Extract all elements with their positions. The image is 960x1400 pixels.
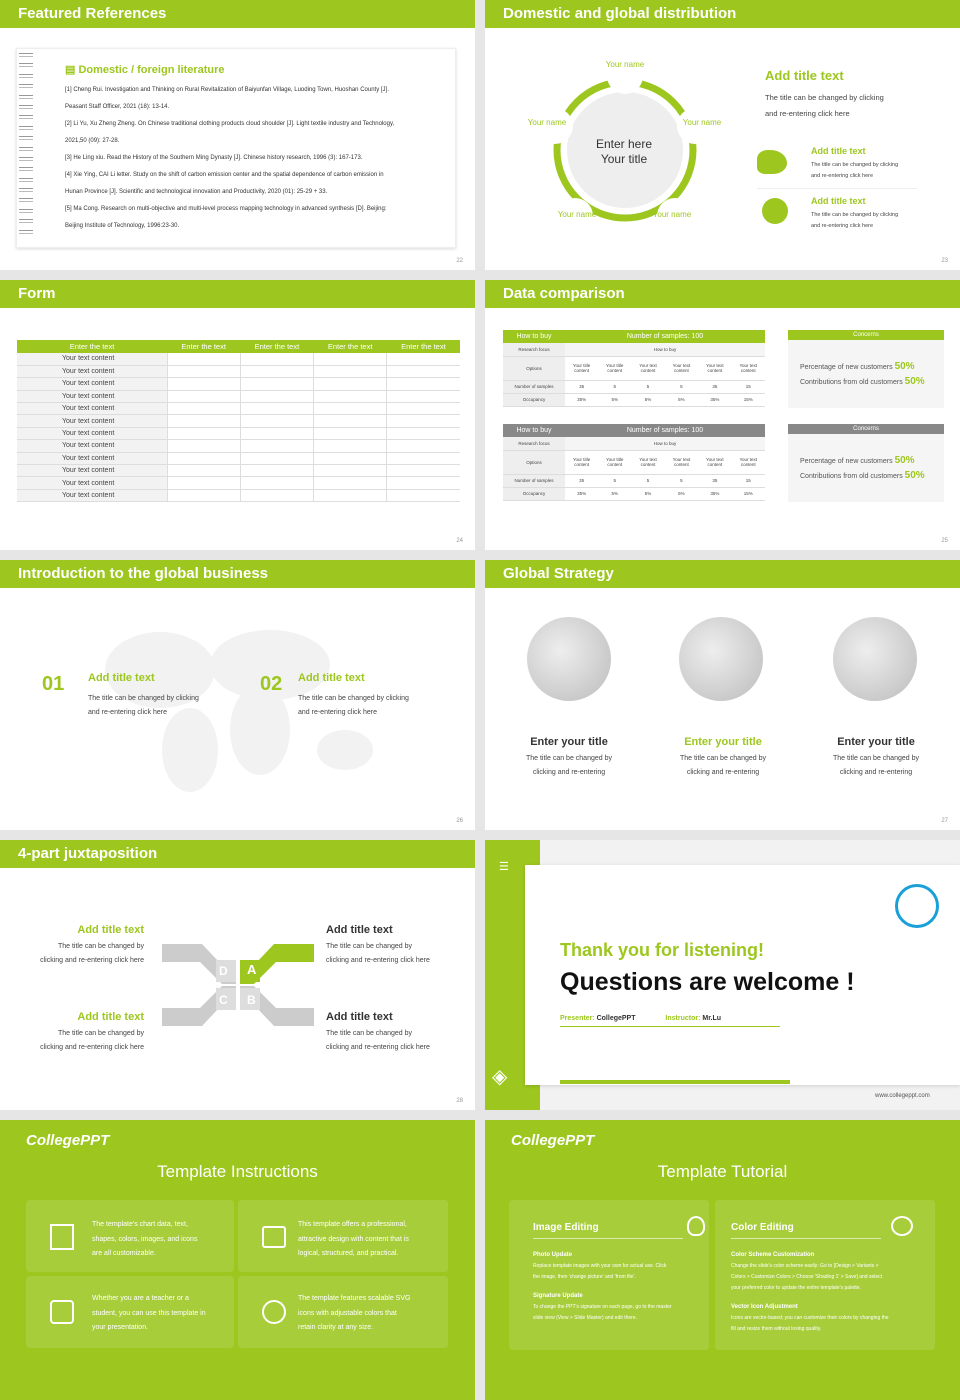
slide-thank-you	[485, 840, 960, 1110]
ref-line: Beijing Institute of Technology, 1996:23-30.	[65, 223, 180, 229]
node-label: Your name	[527, 118, 567, 127]
slide-template-tutorial	[485, 1120, 960, 1400]
ref-line: Hunan Province [J]. Scientific and technological innovation and Productivity, 2020 (01): 25-29 + 33.	[65, 189, 328, 195]
table-row: Your text content	[17, 427, 460, 439]
collegeppt-logo: CollegePPT	[511, 1132, 595, 1149]
item-number: 02	[260, 673, 283, 695]
instruction-card: The template's chart data, text, shapes, colors, images, and icons are all customizable.	[26, 1200, 234, 1272]
logo-seal	[895, 884, 939, 928]
table-row: Your text content	[17, 489, 460, 501]
ref-line: [2] Li Yu, Xu Zheng Zheng. On Chinese traditional clothing products cloud shoulder [J]. Light textile industry and Technology,	[65, 121, 395, 127]
page-number: 23	[941, 258, 948, 264]
table-row: Your text content	[17, 365, 460, 377]
ref-line: [4] Xie Ying, CAI Li letter. Study on the shift of carbon emission center and the spatial dependence of carbon emission in	[65, 172, 384, 178]
slide-header: 4-part juxtaposition	[0, 840, 475, 868]
item-desc: The title can be changed by clicking and re-entering click here	[298, 695, 409, 716]
node-label: Your name	[652, 210, 692, 219]
slide-featured-references	[0, 0, 475, 270]
page-number: 26	[456, 818, 463, 824]
table-bar: How to buy Number of samples: 100	[503, 424, 765, 437]
ref-line: [1] Cheng Rui. Investigation and Thinking on Rural Revitalization of Baiyunfan Village, Luoding Town, Huoshan County [J].	[65, 87, 389, 93]
form-table	[17, 340, 460, 502]
tutorial-card: Image Editing Photo Update Replace template images with your own for actual use. Click the image, then 'change picture' and 'from file'. Signature Update To change the PPT's signature on each page, go to the master slide view (View > Slide Master) and edit there.	[509, 1200, 709, 1350]
book-icon	[50, 1224, 74, 1250]
item-title: Add title text	[298, 672, 365, 684]
instruction-card: Whether you are a teacher or a student, you can use this template in your presentation.	[26, 1276, 234, 1348]
literature-title: ▤ Domestic / foreign literature	[65, 64, 225, 76]
slide-distribution	[485, 0, 960, 270]
page-number: 27	[941, 818, 948, 824]
table-row: Your text content	[17, 465, 460, 477]
letter-b: B	[247, 993, 256, 1007]
window-icon	[262, 1226, 286, 1248]
thanks-text: Thank you for listening!	[560, 940, 765, 960]
globe-icon	[527, 617, 611, 701]
ref-line: [3] He Ling xiu. Read the History of the Southern Ming Dynasty [J]. Chinese history research, 1996 (3): 167-173.	[65, 155, 363, 161]
palette-icon	[891, 1216, 913, 1236]
globe-icon	[833, 617, 917, 701]
layers-icon: ◈	[492, 1066, 508, 1088]
col-header: Enter the text	[167, 340, 240, 353]
item-block: Enter your title The title can be changed by clicking and re-entering	[832, 736, 919, 776]
concerns-card: Concerns Percentage of new customers 50% Contributions from old customers 50%	[788, 330, 944, 408]
node-label: Your name	[605, 60, 645, 69]
item-title: Add title text	[811, 196, 866, 206]
slide-header: Data comparison	[485, 280, 960, 308]
item-block: Enter your title The title can be changed by clicking and re-entering	[679, 736, 766, 776]
node-label: Your name	[682, 118, 722, 127]
slide-header: Global Strategy	[485, 560, 960, 588]
item-number: 01	[42, 673, 65, 695]
ref-line: [5] Ma Cong. Research on multi-objective and multi-level process mapping technology in advanced synthesis [D]. Beijing:	[65, 206, 387, 212]
item-desc: The title can be changed by clicking and re-entering click here	[88, 695, 199, 716]
slide-header: Form	[0, 280, 475, 308]
menu-icon: ☰	[499, 861, 509, 873]
page-number: 22	[456, 258, 463, 264]
concerns-card: Concerns Percentage of new customers 50% Contributions from old customers 50%	[788, 424, 944, 502]
col-header: Enter the text	[387, 340, 460, 353]
item-block: Add title text The title can be changed by clicking and re-entering click here	[326, 924, 430, 964]
teacher-icon	[50, 1300, 74, 1324]
table-row: Your text content	[17, 477, 460, 489]
comparison-table: How to buy Number of samples: 100 Research focus How to buy Options Your title content Your title content Your text content Your text content Your text content Your text content Number of samples 35 5 5 5 35 15 Occupancy 35% 5% 5% 5% 35% 15%	[503, 424, 765, 501]
slide-header: Domestic and global distribution	[485, 0, 960, 28]
letter-d: D	[219, 964, 228, 978]
comparison-table: How to buy Number of samples: 100 Research focus How to buy Options Your title content Your title content Your text content Your text content Your text content Your text content Number of samples 35 5 5 5 35 15 Occupancy 35% 5% 5% 5% 35% 15%	[503, 330, 765, 407]
instruction-card: This template offers a professional, attractive design with content that is logical, structured, and practical.	[238, 1200, 448, 1272]
slide-template-instructions	[0, 1120, 475, 1400]
slide-form	[0, 280, 475, 550]
item-block: Add title text The title can be changed by clicking and re-entering click here	[326, 1011, 430, 1051]
ref-line: Peasant Staff Officer, 2021 (18): 13-14.	[65, 104, 170, 110]
letter-a: A	[247, 962, 257, 977]
slide-header: Introduction to the global business	[0, 560, 475, 588]
node-label: Your name	[557, 210, 597, 219]
slide-global-strategy	[485, 560, 960, 830]
item-title: Add title text	[811, 146, 866, 156]
table-row: Your text content	[17, 390, 460, 402]
item-block: Add title text The title can be changed by clicking and re-entering click here	[40, 1011, 144, 1051]
item-desc: The title can be changed by clicking and re-entering click here	[811, 212, 899, 229]
col-header: Enter the text	[314, 340, 387, 353]
slide-global-business	[0, 560, 475, 830]
side-desc: The title can be changed by clicking and re-entering click here	[765, 93, 884, 118]
letter-c: C	[219, 993, 228, 1007]
tutorial-card: Color Editing Color Scheme Customization Change the slide's color scheme easily: Go to [Design > Variants > Colors > Customize Colors > Choose 'Shading 1' > Save] and select your preferred color to update the entire template's palette. Vector Icon Adjustment Icons are vector-based; you can customize their colors by changing the fill and resize them without losing quality.	[715, 1200, 935, 1350]
item-block: Enter your title The title can be changed by clicking and re-entering	[525, 736, 612, 776]
slide-data-comparison	[485, 280, 960, 550]
center-title: Enter here Your title	[595, 137, 653, 166]
presenter-line: Presenter: CollegePPT Instructor: Mr.Lu	[560, 1015, 722, 1022]
instruction-card: The template features scalable SVG icons with adjustable colors that retain clarity at any size.	[238, 1276, 448, 1348]
ref-line: 2021,50 (09): 27-28.	[65, 138, 120, 144]
col-header: Enter the text	[17, 340, 167, 353]
slide-title: Template Tutorial	[657, 1162, 788, 1181]
item-title: Add title text	[88, 672, 155, 684]
book-icon: ▤	[65, 64, 79, 76]
slide-juxtaposition	[0, 840, 475, 1110]
table-row: Your text content	[17, 440, 460, 452]
slide-title: Template Instructions	[157, 1162, 318, 1181]
four-arrow-diagram	[160, 940, 316, 1030]
spiral-binding-icon	[17, 53, 37, 240]
slide-header: Featured References	[0, 0, 475, 28]
item-desc: The title can be changed by clicking and re-entering click here	[811, 162, 899, 179]
table-row: Your text content	[17, 415, 460, 427]
china-map-icon	[757, 150, 787, 174]
globe-icon	[762, 198, 788, 224]
lightbulb-icon	[687, 1216, 705, 1236]
page-number: 24	[456, 538, 463, 544]
table-row: Your text content	[17, 403, 460, 415]
accent-bar	[560, 1080, 790, 1084]
globe-icon	[679, 617, 763, 701]
side-title: Add title text	[765, 68, 844, 83]
ball-icon	[262, 1300, 286, 1324]
questions-text: Questions are welcome !	[560, 968, 855, 996]
collegeppt-logo: CollegePPT	[26, 1132, 110, 1149]
website-url: www.collegeppt.com	[875, 1093, 930, 1099]
table-row: Your text content	[17, 378, 460, 390]
table-bar: How to buy Number of samples: 100	[503, 330, 765, 343]
page-number: 28	[456, 1098, 463, 1104]
notebook-card	[16, 48, 456, 248]
table-row: Your text content	[17, 353, 460, 365]
col-header: Enter the text	[240, 340, 313, 353]
page-number: 25	[941, 538, 948, 544]
item-block: Add title text The title can be changed by clicking and re-entering click here	[40, 924, 144, 964]
table-row: Your text content	[17, 452, 460, 464]
